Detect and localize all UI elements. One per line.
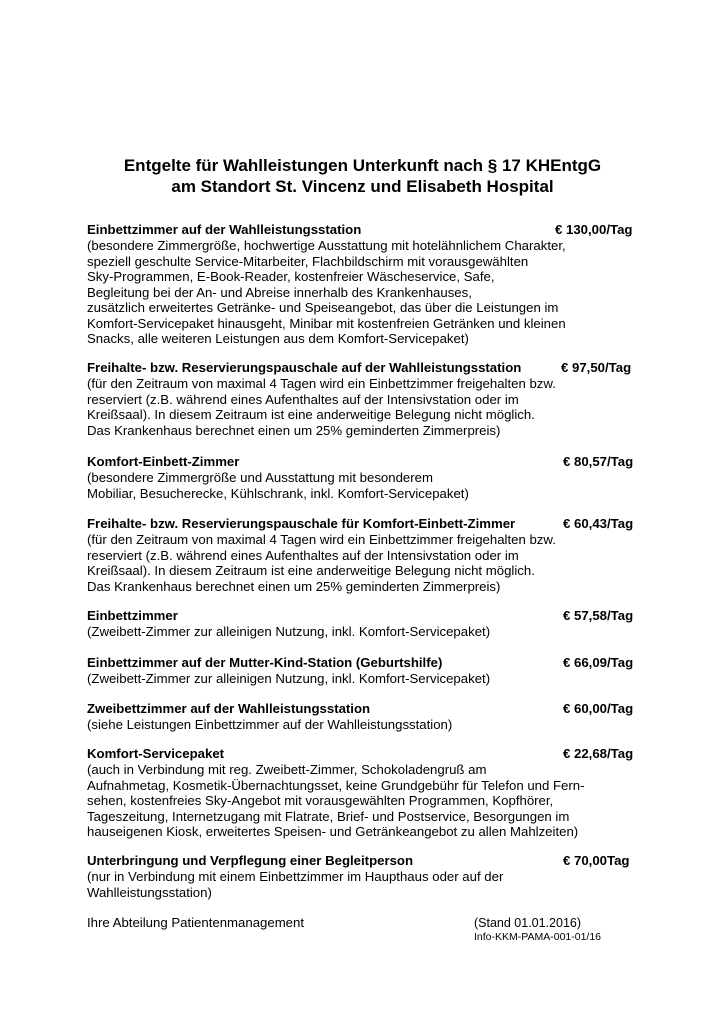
entry-description-line: zusätzlich erweitertes Getränke- und Speiseangebot, das über die Leistungen im [87, 300, 559, 315]
entry-description-line: Das Krankenhaus berechnet einen um 25% geminderten Zimmerpreis) [87, 578, 501, 594]
entry-description-line: reserviert (z.B. während eines Aufenthaltes auf der Intensivstation oder im [87, 547, 519, 563]
entry-name: Einbettzimmer [87, 608, 178, 623]
entry-name: Komfort-Einbett-Zimmer [87, 454, 240, 469]
entry-name: Komfort-Servicepaket [87, 746, 225, 761]
entry-price: € 97,50/Tag [561, 360, 632, 375]
entry-description-line: (Zweibett-Zimmer zur alleinigen Nutzung, inkl. Komfort-Servicepaket) [87, 624, 491, 639]
entry-name: Freihalte- bzw. Reservierungspauschale für Komfort-Einbett-Zimmer [87, 516, 516, 531]
entry-description-line: hauseigenen Kiosk, erweitertes Speisen- und Getränkeangebot zu allen Mahlzeiten) [87, 824, 579, 839]
entry-description-line: Das Krankenhaus berechnet einen um 25% geminderten Zimmerpreis) [87, 422, 501, 438]
entry-price: € 70,00Tag [563, 853, 630, 868]
document-title-line-1: Entgelte für Wahlleistungen Unterkunft nach § 17 KHEntgG [123, 156, 602, 175]
price-entry [87, 222, 647, 347]
price-entry [87, 701, 647, 733]
entry-name: Einbettzimmer auf der Wahlleistungsstation [87, 222, 362, 237]
entry-description-line: Mobiliar, Besucherecke, Kühlschrank, inkl. Komfort-Servicepaket) [87, 485, 469, 501]
entry-name: Freihalte- bzw. Reservierungspauschale auf der Wahlleistungsstation [87, 360, 522, 375]
entry-description-line: Wahlleistungsstation) [87, 884, 212, 900]
entry-description-line: Tageszeitung, Internetzugang mit Flatrate, Brief- und Postservice, Besorgungen im [87, 808, 570, 824]
price-entry [87, 608, 647, 640]
entry-price: € 130,00/Tag [555, 222, 633, 237]
entry-name: Unterbringung und Verpflegung einer Begleitperson [87, 853, 414, 868]
entry-description-line: reserviert (z.B. während eines Aufenthaltes auf der Intensivstation oder im [87, 391, 519, 407]
price-entry [87, 746, 647, 840]
footer-info-code: Info-KKM-PAMA-001-01/16 [474, 931, 602, 943]
footer-department: Ihre Abteilung Patientenmanagement [87, 915, 305, 930]
entry-description-line: Komfort-Servicepaket hinausgeht, Minibar mit kostenfreien Getränken und kleinen [87, 315, 566, 331]
entry-description-line: sehen, kostenfreies Sky-Angebot mit vorausgewählten Programmen, Kopfhörer, [87, 793, 554, 808]
entry-description-line: (Zweibett-Zimmer zur alleinigen Nutzung, inkl. Komfort-Servicepaket) [87, 671, 491, 686]
entry-price: € 60,00/Tag [563, 701, 634, 716]
entry-price: € 60,43/Tag [563, 516, 634, 531]
price-entry [87, 454, 647, 501]
entry-description-line: (für den Zeitraum von maximal 4 Tagen wird ein Einbettzimmer freigehalten bzw. [87, 376, 556, 391]
entry-description-line: (besondere Zimmergröße und Ausstattung mit besonderem [87, 470, 433, 485]
entry-price: € 22,68/Tag [563, 746, 634, 761]
entry-description-line: Begleitung bei der An- und Abreise innerhalb des Krankenhauses, [87, 284, 472, 300]
entry-description-line: (siehe Leistungen Einbettzimmer auf der Wahlleistungsstation) [87, 717, 453, 732]
entry-description-line: Sky-Programmen, E-Book-Reader, kostenfreier Wäscheservice, Safe, [87, 269, 495, 284]
entry-description-line: speziell geschulte Service-Mitarbeiter, Flachbildschirm mit vorausgewählten [87, 253, 529, 269]
footer-stand-date: (Stand 01.01.2016) [474, 916, 582, 930]
entry-description-line: (für den Zeitraum von maximal 4 Tagen wird ein Einbettzimmer freigehalten bzw. [87, 532, 556, 547]
price-entry [87, 360, 647, 438]
entry-description-line: Kreißsaal). In diesem Zeitraum ist eine anderweitige Belegung nicht möglich. [87, 407, 535, 422]
entry-name: Zweibettzimmer auf der Wahlleistungsstation [87, 701, 371, 716]
entry-description-line: (besondere Zimmergröße, hochwertige Ausstattung mit hotelähnlichem Charakter, [87, 238, 566, 253]
entry-price: € 57,58/Tag [563, 608, 634, 623]
document-title-line-2: am Standort St. Vincenz und Elisabeth Hospital [171, 177, 554, 196]
entry-description-line: Kreißsaal). In diesem Zeitraum ist eine anderweitige Belegung nicht möglich. [87, 563, 535, 578]
entry-name: Einbettzimmer auf der Mutter-Kind-Station (Geburtshilfe) [87, 655, 443, 670]
entry-description-line: Snacks, alle weiteren Leistungen aus dem Komfort-Servicepaket) [87, 331, 469, 346]
entry-description-line: (nur in Verbindung mit einem Einbettzimmer im Haupthaus oder auf der [87, 869, 504, 884]
price-entry [87, 655, 647, 687]
entry-description-line: (auch in Verbindung mit reg. Zweibett-Zimmer, Schokoladengruß am [87, 762, 487, 777]
entry-description-line: Aufnahmetag, Kosmetik-Übernachtungsset, keine Grundgebühr für Telefon und Fern- [87, 777, 585, 793]
price-entry [87, 516, 647, 594]
entry-price: € 66,09/Tag [563, 655, 634, 670]
price-entry [87, 853, 647, 900]
entry-price: € 80,57/Tag [563, 454, 634, 469]
